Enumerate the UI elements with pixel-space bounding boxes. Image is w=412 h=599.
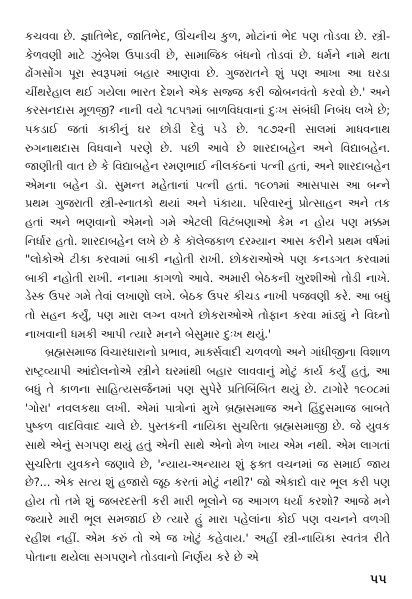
body-paragraph-1: કચવવા છે. જ્ઞાતિભેદ, જાતિભેદ, ઊંચનીચ કુળ, મોટાંનાં ભેદ પણ તોડવા છે. સ્ત્રી-કેળવણી માટે ઝુંબેશ ઉપાડવી છે, સામાજિક બંધનો તોડવાં છે. ધર્મને નામે થતા ઢોંગસોંગ પૂરા સ્વરૂપમાં બહાર આણવા છે. ગુજરાતને શું પણ આખા આ ઘરડા ચીંથરેહાલ થઈ ગયેલા ભારત દેશને એક સજ્જ કરી જોબનવંતો કરવો છે.' અને કરસનદાસ મૂળજી? નાની વયે ૧૮૫૧માં બાળવિધવાનાં દુઃખ સંબંધી નિબંધ લખે છે; પકડાઈ જતાં કાકીનું ઘર છોડી દેવું પડે છે. ૧૮૭૨ની સાલમાં માધવનાથ રુગનાથદાસ વિધવાને પરણે છે. પછી આવે છે શારદાબહેન અને વિદ્યાબહેન. જાણીતી વાત છે કે વિદ્યાબહેન રમણભાઈ નીલકંઠનાં પત્ની હતાં, અને શારદાબહેન એમના બહેન ડૉ. સુમન્ત મહેતાનાં પત્ની હતાં. ૧૯૦૧માં આસપાસ આ બન્ને પ્રથમ ગુજરાતી સ્ત્રી-સ્નાતકો થયાં અને પંકાયા. પરિવારનું પ્રોત્સાહન અને તક હતાં અને ભણવાનો એમનો ગમે એટલી વિટંબણાઓ કેમ ન હોય પણ મક્કમ નિર્ધાર હતો. શારદાબહેન લખે છે કે કૉલેજકાળ દરમ્યાન આસ કરીને પ્રથમ વર્ષમાં "લોકોએ ટીકા કરવામાં બાકી નહોતી રાખી. છોકરાઓએ પણ કનડગત કરવામાં બાકી નહોતી રાખી. નનામા કાગળો આવે. અમારી બેઠકની ખુરશીઓ તોડી નાખે. ડેસ્ક ઉપર ગમે તેવાં લખાણો લખે. બેઠક ઉપર કીચડ નાખી પજવણી કરે. આ બધું તો સહન કર્યું, પણ મારા લગ્ન વખતે છોકરાઓએ તોફાન કરવા માંડ્યું ને વિઘ્નો નાખવાની ધમકી આપી ત્યારે મનને બેસુમાર દુઃખ થયું.'	[25, 29, 390, 341]
page-number: ૫૫	[370, 572, 387, 586]
body-paragraph-2: બ્રહ્મસમાજ વિચારધારાનો પ્રભાવ, માર્ક્સવાદી ચળવળો અને ગાંધીજીના વિશાળ રાષ્ટ્રવ્યાપી આંદોલનોએ સ્ત્રીને ઘરમાંથી બહાર લાવવાનું મોટું કાર્ય કર્યું હતું, આ બધું તે કાળના સાહિત્યસર્જનમાં પણ સુપેરે પ્રતિબિંબિત થયું છે. ટાગોરે ૧૯૦૮માં 'ગોરા' નવલકથા લખી. એમાં પાત્રોનાં મુખે બ્રહ્મસમાજ અને હિંદુસમાજ બાબતે પુષ્કળ વાદવિવાદ ચાલે છે. પુસ્તકની નાયિકા સુચરિતા બ્રહ્મસમાજી છે. જે યુવક સાથે એનું સગપણ થયું હતું એની સાથે એનો મેળ ખાય એમ નથી. એમ લાગતાં સુચરિતા યુવકને જણાવે છે, 'ન્યાય-અન્યાય શું ફક્ત વચનમાં જ સમાઈ જાય છે?... એક સત્ય શું હજારો જૂઠ કરતાં મોટું નથી?' જો એકાદો વાર ભૂલ કરી પણ હોય તો તમે શું જબરદસ્તી કરી મારી ભૂલોને જ આગળ ધર્યા કરશો? આજે મને જ્યારે મારી ભૂલ સમજાઈ છે ત્યારે હું મારા પહેલાંના કોઈ પણ વચનને વળગી રહીશ નહીં. એમ કરું તો એ જ ખોટું કહેવાય.' અહીં સ્ત્રી-નાયિકા સ્વતંત્ર રીતે પોતાના થયેલા સગપણને તોડવાનો નિર્ણય કરે છે એ	[25, 345, 390, 564]
